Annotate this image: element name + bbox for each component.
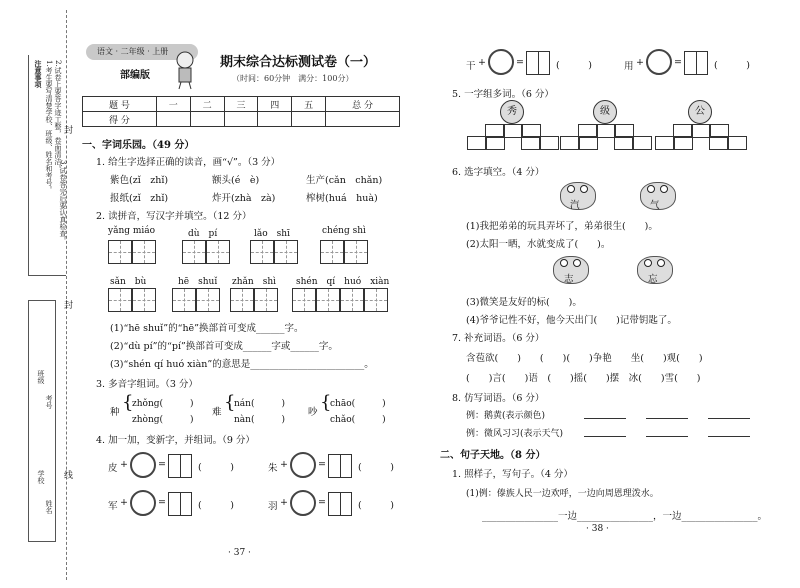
binding-margin	[0, 0, 70, 588]
choice-char: 志	[564, 274, 574, 285]
eye-icon	[560, 259, 568, 267]
q6-sentence-1: (1)我把弟弟的玩具弄坏了，弟弟很生( )。	[466, 221, 658, 232]
q1-item[interactable]: 紫色(zǐ zhǐ)	[110, 175, 169, 186]
writing-cell[interactable]	[172, 288, 196, 312]
paren-blank[interactable]: ( )	[358, 500, 394, 511]
component-char: 用	[624, 61, 634, 72]
score-cell[interactable]	[224, 112, 258, 127]
q9-example: (1)例：傣族人民一边欢呼，一边向周恩理泼水。	[466, 489, 659, 499]
q3-title: 3. 多音字组词。（3 分）	[96, 379, 198, 390]
polyphone-reading[interactable]: chǎo( )	[330, 415, 386, 425]
answer-brick[interactable]	[539, 136, 559, 150]
score-table-header-row	[83, 97, 400, 112]
eye-icon	[644, 259, 652, 267]
word-root-badge: 级	[593, 100, 617, 124]
q1-item[interactable]: 额头(é è)	[212, 175, 260, 186]
writing-cell[interactable]	[108, 240, 132, 264]
answer-line[interactable]	[646, 436, 688, 437]
score-cell[interactable]	[258, 112, 292, 127]
id-label: 考号	[45, 395, 53, 409]
margin-rule	[28, 55, 29, 275]
writing-cell[interactable]	[206, 240, 230, 264]
component-char: 羽	[268, 501, 278, 512]
score-cell[interactable]	[326, 112, 400, 127]
component-char: 皮	[108, 463, 118, 474]
seal-mark: 封	[62, 125, 72, 134]
section-2-title: 二、句子天地。（8 分）	[440, 450, 546, 461]
paren-blank[interactable]: ( )	[198, 462, 234, 473]
exam-subtitle: （时间：60分钟 满分：100分）	[232, 74, 354, 83]
score-table	[82, 96, 400, 127]
choice-char: 气	[650, 200, 660, 211]
polyphone-reading[interactable]: nàn( )	[234, 415, 285, 425]
answer-line[interactable]	[584, 436, 626, 437]
score-row-label: 得 分	[83, 112, 157, 127]
answer-line[interactable]	[584, 418, 626, 419]
answer-brick[interactable]	[632, 136, 652, 150]
q8-example-1: 例：鹅黄(表示颜色)	[466, 411, 546, 421]
brace-icon: {	[224, 392, 236, 413]
writing-cell[interactable]	[344, 240, 368, 264]
answer-brick[interactable]	[560, 136, 580, 150]
pinyin-label: dù pí	[188, 229, 218, 239]
blank-ring[interactable]	[130, 452, 156, 478]
cartoon-boy-icon	[172, 50, 198, 90]
q1-title: 1. 给生字选择正确的读音，画“√”。（3 分）	[96, 157, 281, 168]
exam-title: 期末综合达标测试卷（一）	[220, 55, 377, 70]
q7-title: 7. 补充词语。（6 分）	[452, 333, 545, 344]
q6-sentence-4: (4)爷爷记性不好，他今天出门( )记带钥匙了。	[466, 315, 677, 326]
q9-title: 1. 照样子，写句子。（4 分）	[452, 469, 573, 480]
answer-line[interactable]	[708, 418, 750, 419]
paren-blank[interactable]: ( )	[556, 60, 592, 71]
blank-ring[interactable]	[130, 490, 156, 516]
component-char: 朱	[268, 463, 278, 474]
writing-cell[interactable]	[230, 288, 254, 312]
writing-cell[interactable]	[292, 288, 316, 312]
eye-icon	[657, 259, 665, 267]
brace-icon: {	[320, 392, 332, 413]
plus-sign: +	[120, 459, 128, 470]
eye-icon	[580, 185, 588, 193]
note-2: 2.试卷上要答字迹工整，卷面清洁。	[54, 60, 62, 172]
notes-label: 注意事项	[34, 60, 43, 88]
writing-cell[interactable]	[274, 240, 298, 264]
score-table-header: 一	[156, 97, 190, 112]
margin-rule	[28, 275, 66, 276]
q8-example-2: 例：微风习习(表示天气)	[466, 429, 564, 439]
equals-sign: =	[158, 459, 166, 470]
page-number: · 37 ·	[228, 548, 251, 558]
q4-title: 4. 加一加，变新字，并组词。（9 分）	[96, 435, 255, 446]
page-number: · 38 ·	[586, 524, 609, 534]
component-char: 军	[108, 501, 118, 512]
score-cell[interactable]	[190, 112, 224, 127]
seal-mark: 封	[62, 300, 72, 309]
writing-cell[interactable]	[108, 288, 132, 312]
pinyin-label: zhǎn shì	[232, 277, 276, 287]
writing-cell[interactable]	[250, 240, 274, 264]
writing-cell[interactable]	[132, 240, 156, 264]
writing-cell[interactable]	[364, 288, 388, 312]
paren-blank[interactable]: ( )	[358, 462, 394, 473]
pinyin-label: shén qí huó xiàn	[296, 277, 390, 287]
school-label: 学校	[37, 470, 45, 484]
answer-brick[interactable]	[485, 136, 505, 150]
equals-sign: =	[674, 57, 682, 68]
score-table-header: 三	[224, 97, 258, 112]
note-1: 1.考生要写清楚学校、班级、姓名和考号。	[45, 60, 53, 193]
answer-box[interactable]	[168, 454, 192, 478]
polyphone-reading[interactable]: chāo( )	[330, 399, 386, 409]
name-label: 姓名	[45, 500, 53, 514]
polyphone-char: 种	[110, 407, 120, 418]
class-label: 班级	[37, 370, 45, 384]
polyphone-reading[interactable]: zhǒng( )	[132, 399, 194, 409]
equals-sign: =	[318, 497, 326, 508]
plus-sign: +	[280, 497, 288, 508]
subject-banner-text: 语文 · 二年级 · 上册	[97, 47, 169, 56]
writing-cell[interactable]	[196, 288, 220, 312]
q8-title: 8. 仿写词语。（6 分）	[452, 393, 545, 404]
answer-line[interactable]	[708, 436, 750, 437]
pinyin-label: lǎo shī	[254, 229, 290, 239]
pinyin-label: yǎng miáo	[108, 226, 156, 236]
eye-icon	[647, 185, 655, 193]
choice-char: 忘	[648, 274, 658, 285]
brace-icon: {	[122, 392, 134, 413]
q5-title: 5. 一字组多词。（6 分）	[452, 89, 554, 100]
plus-sign: +	[478, 57, 486, 68]
equals-sign: =	[318, 459, 326, 470]
q1-item[interactable]: 炸开(zhà zà)	[212, 193, 276, 204]
writing-cell[interactable]	[182, 240, 206, 264]
writing-cell[interactable]	[320, 240, 344, 264]
blank-ring[interactable]	[290, 452, 316, 478]
writing-cell[interactable]	[132, 288, 156, 312]
score-cell[interactable]	[156, 112, 190, 127]
eye-icon	[567, 185, 575, 193]
answer-box[interactable]	[328, 492, 352, 516]
q2-sub-a: (1)“hē shuǐ”的“hē”换部首可变成______字。	[110, 323, 304, 334]
pinyin-label: chéng shì	[322, 226, 366, 236]
answer-brick[interactable]	[673, 136, 693, 150]
q7-row-2[interactable]: ( )言( )语 ( )摇( )摆 冰( )雪( )	[466, 373, 701, 384]
plus-sign: +	[120, 497, 128, 508]
answer-brick[interactable]	[596, 124, 616, 138]
answer-brick[interactable]	[709, 136, 729, 150]
score-table-header: 总 分	[326, 97, 400, 112]
q2-title: 2. 读拼音，写汉字并填空。（12 分）	[96, 211, 252, 222]
word-root-badge: 公	[688, 100, 712, 124]
answer-brick[interactable]	[521, 136, 541, 150]
word-root-badge: 秀	[500, 100, 524, 124]
blank-ring[interactable]	[646, 49, 672, 75]
q9-answer-template[interactable]: ________________一边________________，一边________________。	[482, 511, 768, 522]
score-table-header: 四	[258, 97, 292, 112]
q1-item[interactable]: 生产(cǎn chǎn)	[306, 175, 383, 186]
q6-sentence-2: (2)太阳一晒，水就变成了( )。	[466, 239, 611, 250]
answer-box[interactable]	[684, 51, 708, 75]
paren-blank[interactable]: ( )	[714, 60, 750, 71]
line-mark: 线	[62, 470, 72, 479]
component-char: 干	[466, 61, 476, 72]
q7-row-1[interactable]: 含苞欲( ) ( )( )争艳 坐( )观( )	[466, 353, 703, 364]
pinyin-label: sǎn bù	[110, 277, 147, 287]
q6-title: 6. 选字填空。（4 分）	[452, 167, 545, 178]
q1-item[interactable]: 榨树(huá huà)	[306, 193, 378, 204]
answer-box[interactable]	[168, 492, 192, 516]
eye-icon	[660, 185, 668, 193]
section-1-title: 一、字词乐园。（49 分）	[82, 140, 195, 151]
writing-cell[interactable]	[316, 288, 340, 312]
plus-sign: +	[280, 459, 288, 470]
polyphone-char: 吵	[308, 407, 318, 418]
answer-brick[interactable]	[503, 124, 523, 138]
polyphone-char: 难	[212, 407, 222, 418]
score-table-row	[83, 112, 400, 127]
q2-sub-b: (2)“dù pí”的“pí”换部首可变成______字或______字。	[110, 341, 338, 352]
equals-sign: =	[516, 57, 524, 68]
answer-brick[interactable]	[467, 136, 487, 150]
eye-icon	[573, 259, 581, 267]
edition-label: 部编版	[120, 70, 150, 81]
answer-box[interactable]	[526, 51, 550, 75]
plus-sign: +	[636, 57, 644, 68]
score-table-header: 二	[190, 97, 224, 112]
q2-sub-c: (3)“shén qí huó xiàn”的意思是________________________。	[110, 359, 374, 370]
polyphone-reading[interactable]: zhòng( )	[132, 415, 194, 425]
blank-ring[interactable]	[290, 490, 316, 516]
score-table-header: 五	[292, 97, 326, 112]
answer-brick[interactable]	[691, 124, 711, 138]
cut-line	[66, 10, 67, 580]
writing-cell[interactable]	[254, 288, 278, 312]
blank-ring[interactable]	[488, 49, 514, 75]
answer-brick[interactable]	[655, 136, 675, 150]
equals-sign: =	[158, 497, 166, 508]
writing-cell[interactable]	[340, 288, 364, 312]
note-3: 3.试卷答完后要认真检查。	[59, 160, 67, 244]
polyphone-reading[interactable]: nán( )	[234, 399, 285, 409]
score-cell[interactable]	[292, 112, 326, 127]
q6-sentence-3: (3)微笑是友好的标( )。	[466, 297, 582, 308]
answer-brick[interactable]	[727, 136, 747, 150]
score-table-header: 题 号	[83, 97, 157, 112]
pinyin-label: hē shuǐ	[178, 277, 218, 287]
answer-brick[interactable]	[578, 136, 598, 150]
answer-line[interactable]	[646, 418, 688, 419]
answer-brick[interactable]	[614, 136, 634, 150]
q1-item[interactable]: 报纸(zǐ zhǐ)	[110, 193, 169, 204]
choice-char: 汽	[570, 200, 580, 211]
paren-blank[interactable]: ( )	[198, 500, 234, 511]
answer-box[interactable]	[328, 454, 352, 478]
